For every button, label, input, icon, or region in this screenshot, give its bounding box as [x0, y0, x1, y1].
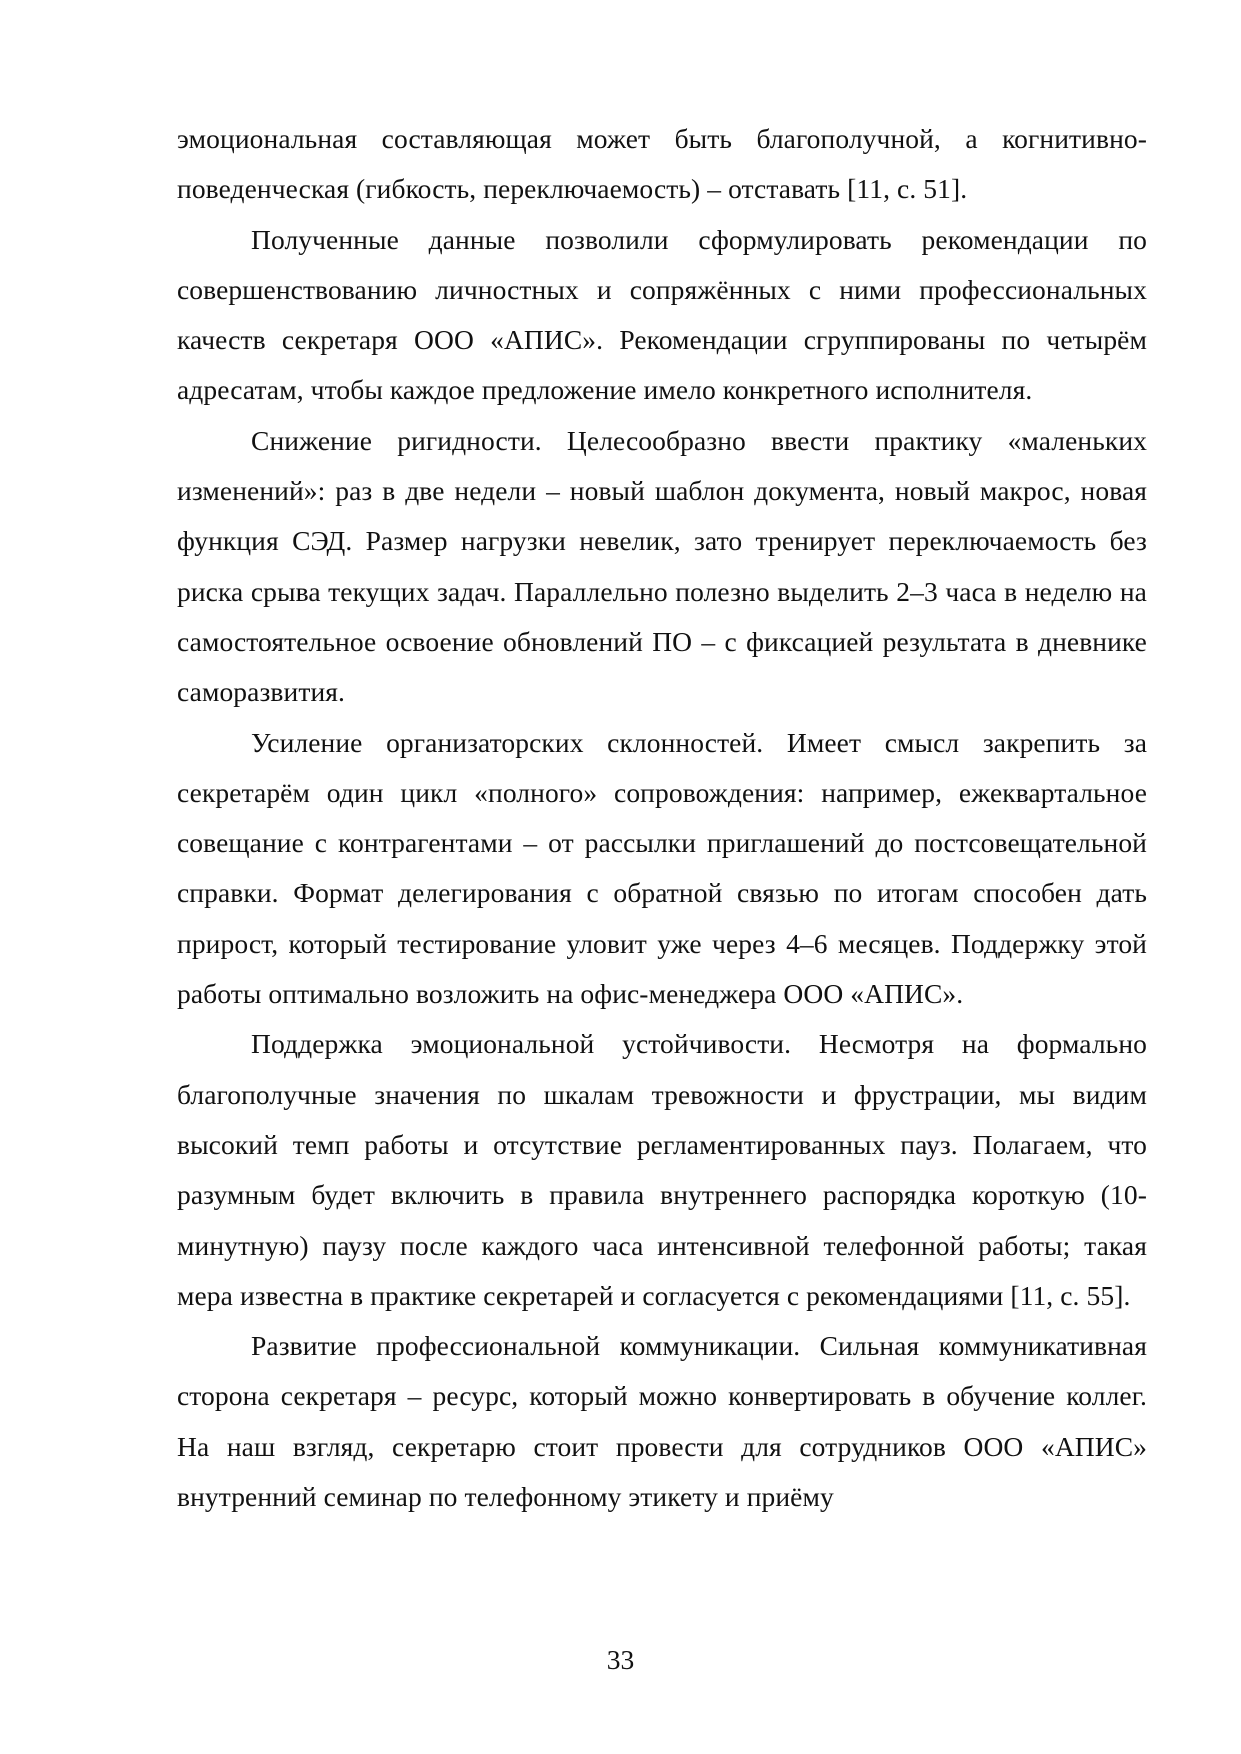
paragraph-organizational: Усиление организаторских склонностей. Имеет смысл закрепить за секретарём один цикл «полного» сопровождения: например, ежеквартальное совещание с контрагентами – от рассылки приглашений до постсовещательной справки. Формат делегирования с обратной связью по итогам способен дать прирост, который тестирование уловит уже через 4–6 месяцев. Поддержку этой работы оптимально возложить на офис-менеджера ООО «АПИС».: [177, 726, 1147, 1010]
paragraph-communication: Развитие профессиональной коммуникации. Сильная коммуникативная сторона секретаря – ресурс, который можно конвертировать в обучение коллег. На наш взгляд, секретарю стоит провести для сотрудников ООО «АПИС» внутренний семинар по телефонному этикету и приёму: [177, 1330, 1147, 1513]
paragraph-continued: эмоциональная составляющая может быть благополучной, а когнитивно-поведенческая (гибкость, переключаемость) – отставать [11, с. 51].: [177, 123, 1147, 205]
page-number: 33: [606, 1644, 635, 1675]
paragraph-rigidity: Снижение ригидности. Целесообразно ввести практику «маленьких изменений»: раз в две недели – новый шаблон документа, новый макрос, новая функция СЭД. Размер нагрузки невелик, зато тренирует переключаемость без риска срыва текущих задач. Параллельно полезно выделить 2–3 часа в неделю на самостоятельное освоение обновлений ПО – с фиксацией результата в дневнике саморазвития.: [177, 424, 1147, 708]
body-text: [177, 114, 1147, 1522]
paragraph-recommendations-intro: Полученные данные позволили сформулировать рекомендации по совершенствованию личностных и сопряжённых с ними профессиональных качеств секретаря ООО «АПИС». Рекомендации сгруппированы по четырём адресатам, чтобы каждое предложение имело конкретного исполнителя.: [177, 223, 1147, 406]
paragraph-emotional-stability: Поддержка эмоциональной устойчивости. Несмотря на формально благополучные значения по шкалам тревожности и фрустрации, мы видим высокий темп работы и отсутствие регламентированных пауз. Полагаем, что разумным будет включить в правила внутреннего распорядка короткую (10-минутную) паузу после каждого часа интенсивной телефонной работы; такая мера известна в практике секретарей и согласуется с рекомендациями [11, с. 55].: [177, 1028, 1147, 1311]
